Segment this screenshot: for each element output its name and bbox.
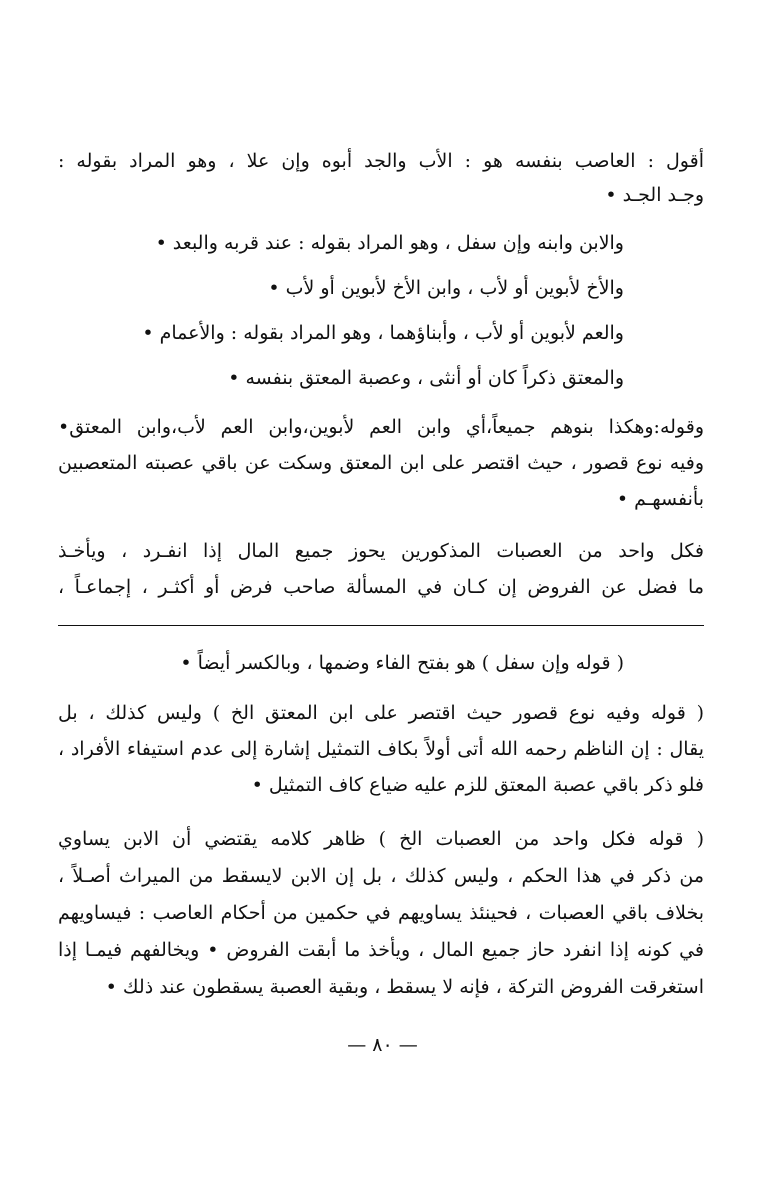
page-number: — ٨٠ — bbox=[347, 1034, 418, 1056]
list-item: والأخ لأبوين أو لأب ، وابن الأخ لأبوين أو لأب • bbox=[268, 277, 624, 299]
main-text-line: ما فضل عن الفروض إن كـان في المسألة صاحب فرض أو أكثـر ، إجماعـاً ، bbox=[58, 576, 704, 598]
list-item: والعم لأبوين أو لأب ، وأبناؤهما ، وهو المراد بقوله : والأعمام • bbox=[142, 322, 624, 344]
footnote-line: ( قوله وإن سفل ) هو بفتح الفاء وضمها ، وبالكسر أيضاً • bbox=[180, 652, 624, 674]
footnote-line: ( قوله وفيه نوع قصور حيث اقتصر على ابن المعتق الخ ) وليس كذلك ، بل bbox=[58, 702, 704, 724]
footnote-line: يقال : إن الناظم رحمه الله أتى أولاً بكاف التمثيل إشارة إلى عدم استيفاء الأفراد ، bbox=[58, 738, 704, 760]
main-text-line: وجـد الجـد • bbox=[605, 184, 704, 206]
footnote-line: بخلاف باقي العصبات ، فحينئذ يساويهم في حكمين من أحكام العاصب : فيساويهم bbox=[58, 902, 704, 924]
footnote-line: من ذكر في هذا الحكم ، وليس كذلك ، بل إن الابن لايسقط من الميراث أصـلاً ، bbox=[58, 865, 704, 887]
footnote-line: ( قوله فكل واحد من العصبات الخ ) ظاهر كلامه يقتضي أن الابن يساوي bbox=[58, 828, 704, 850]
main-text-line: وقوله:وهكذا بنوهم جميعاً،أي وابن العم لأبوين،وابن العم لأب،وابن المعتق• bbox=[58, 416, 704, 438]
footnote-divider bbox=[58, 625, 704, 626]
footnote-line: فلو ذكر باقي عصبة المعتق للزم عليه ضياع كاف التمثيل • bbox=[251, 774, 704, 796]
main-text-line: أقول : العاصب بنفسه هو : الأب والجد أبوه وإن علا ، وهو المراد بقوله : bbox=[58, 150, 704, 172]
list-item: والمعتق ذكراً كان أو أنثى ، وعصبة المعتق بنفسه • bbox=[228, 367, 624, 389]
main-text-line: وفيه نوع قصور ، حيث اقتصر على ابن المعتق وسكت عن باقي عصبته المتعصبين bbox=[58, 452, 704, 474]
main-text-line: فكل واحد من العصبات المذكورين يحوز جميع المال إذا انفـرد ، ويأخـذ bbox=[58, 540, 704, 562]
main-text-line: بأنفسهـم • bbox=[616, 488, 704, 510]
list-item: والابن وابنه وإن سفل ، وهو المراد بقوله : عند قربه والبعد • bbox=[155, 232, 624, 254]
footnote-line: في كونه إذا انفرد حاز جميع المال ، ويأخذ ما أبقت الفروض • ويخالفهم فيمـا إذا bbox=[58, 939, 704, 961]
footnote-line: استغرقت الفروض التركة ، فإنه لا يسقط ، وبقية العصبة يسقطون عند ذلك • bbox=[105, 976, 704, 998]
